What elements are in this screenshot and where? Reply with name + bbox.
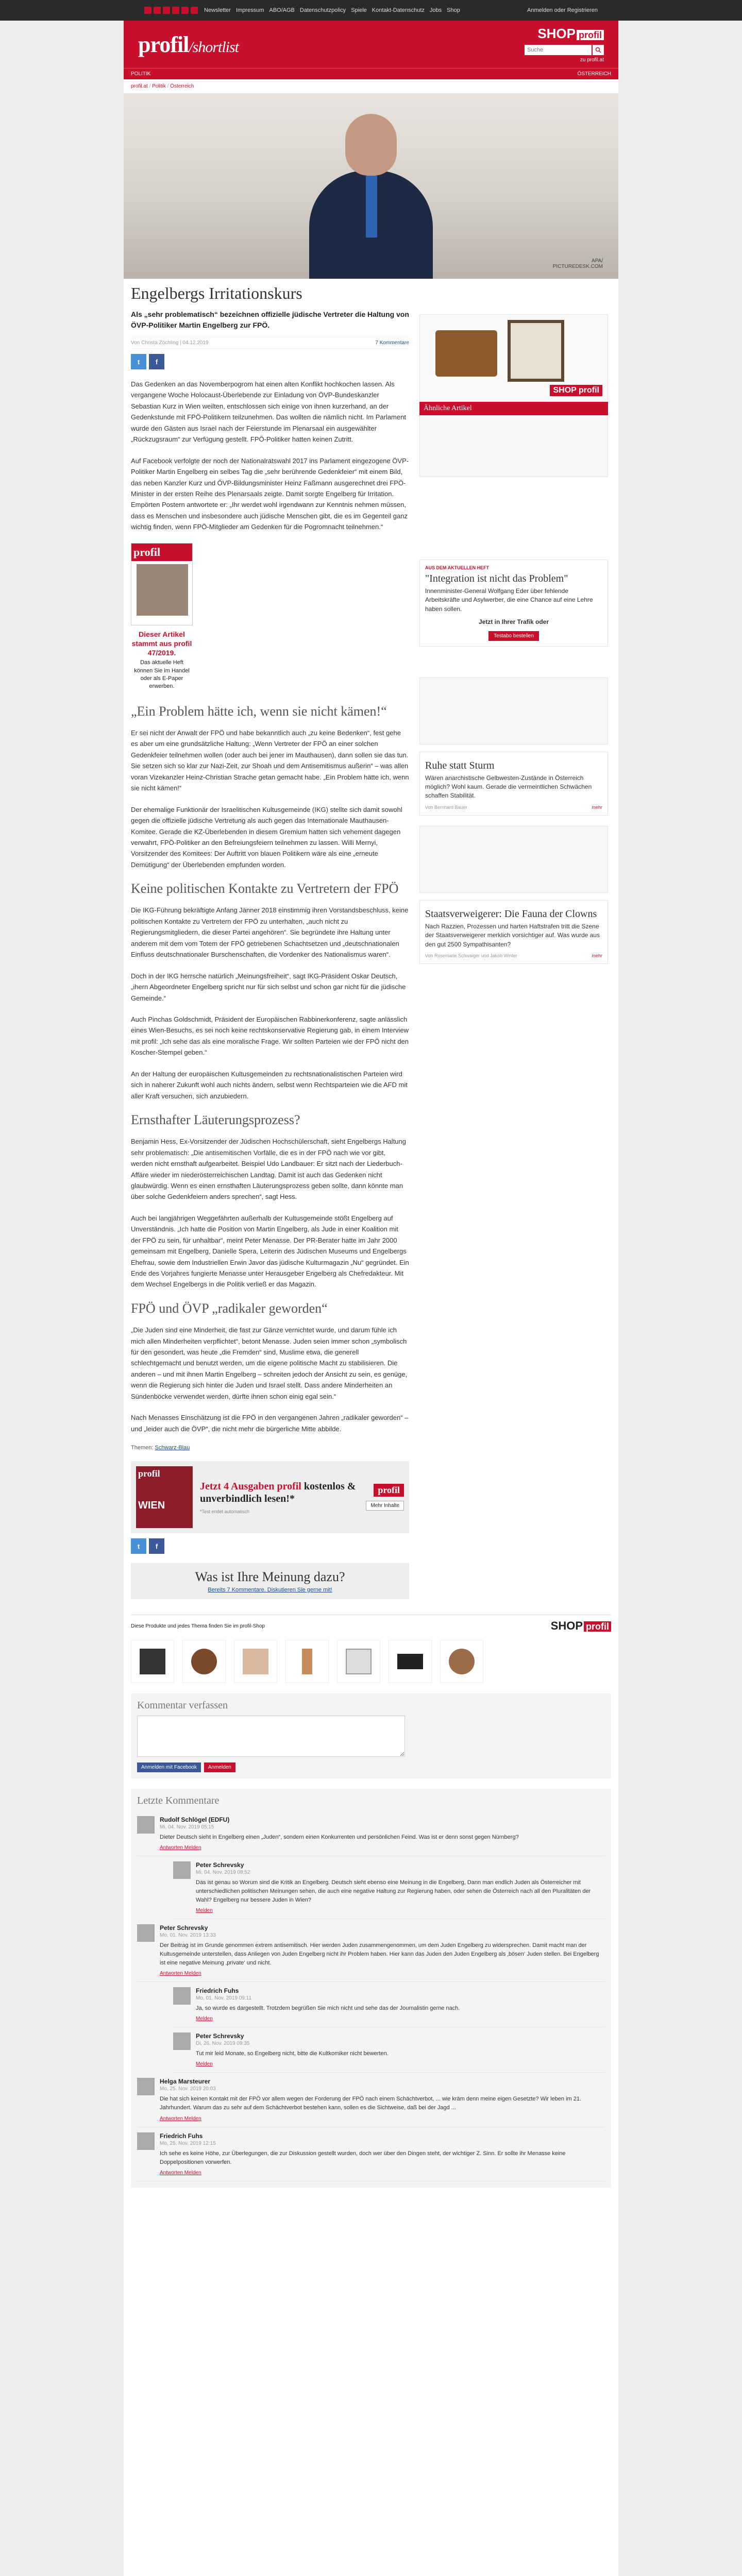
article-title: Engelbergs Irritationskurs xyxy=(131,284,302,302)
product-item[interactable] xyxy=(182,1640,226,1683)
login-link[interactable]: Anmelden oder Registrieren xyxy=(527,7,598,13)
comments-title: Letzte Kommentare xyxy=(137,1795,220,1806)
top-link-impressum[interactable]: Impressum xyxy=(235,7,264,13)
subheading: FPÖ und ÖVP „radikaler geworden“ xyxy=(131,1300,328,1316)
product-item[interactable] xyxy=(131,1640,174,1683)
related-articles-area xyxy=(419,415,608,477)
shop-strip-text: Diese Produkte und jedes Thema finden Sie im profil-Shop xyxy=(131,1623,265,1629)
top-links xyxy=(204,7,460,13)
paragraph: Das Gedenken an das Novemberpogrom hat einen alten Konflikt hochkochen lassen. Als vergangene Woche Holocaust-Überlebende zur Einladung von ÖVP-Bundeskanzler Sebastian Kurz in Wien weilten, entschlossen sich einige von ihnen kurzerhand, an der Gedenkstunde mit FPÖ-Politikern teilzunehmen. Das wollten die nämlich nicht. Im Parlament wurde den Gästen aus Israel nach der Feierstunde im Plenarsaal ein ausgewählter „Rückzugsraum“ zur Verfügung gestellt. FPÖ-Politiker hatten keinen Zutritt. xyxy=(131,380,406,444)
article-lead: Als „sehr problematisch“ bezeichnen offizielle jüdische Vertreter die Haltung von ÖVP-Politiker Martin Engelberg zur FPÖ. xyxy=(131,310,409,329)
avatar xyxy=(137,2078,155,2095)
paragraph: Benjamin Hess, Ex-Vorsitzender der Jüdischen Hochschülerschaft, sieht Engelbergs Haltung sehr problematisch: „Die antisemitischen Vorfälle, die es in der FPÖ nach wie vor gibt, werden nicht ernsthaft aufgearbeitet. Beispiel Udo Landbauer: Er sitzt nach der Liederbuch-Affäre wieder im niederösterreichischen Landtag. Damit ist auch das Gedenken nicht glaubwürdig. Wenn es einen ernsthaften Läuterungsprozess geben sollte, dann könnte man über solche Gedenkfeiern anders sprechen“, sagt Hess. xyxy=(131,1138,406,1201)
opinion-comments-link[interactable]: Bereits 7 Kommentare. Diskutieren Sie gerne mit! xyxy=(208,1587,332,1593)
image-credit: APA/ PICTUREDESK.COM xyxy=(552,258,603,269)
paragraph: Auch Pinchas Goldschmidt, Präsident der Europäischen Rabbinerkonferenz, sagte anlässlich eines Wien-Besuchs, es sei noch keine rechtskonservative Regierung gab, in einem Interview mit profil: „Ich sehe das als eine moralische Frage. Wir sollten Parteien wie der FPÖ nicht den Koscher-Stempel geben.“ xyxy=(131,1015,409,1057)
site-header xyxy=(124,21,618,68)
shop-url[interactable]: zu profil.at xyxy=(580,57,604,63)
youtube-icon[interactable] xyxy=(172,7,179,14)
author-date: Von Christa Zöchling | 04.12.2019 xyxy=(131,340,209,346)
sidebar-ad-slot xyxy=(419,826,608,893)
breadcrumb-item[interactable]: profil.at xyxy=(131,83,148,89)
paragraph: Nach Menasses Einschätzung ist die FPÖ in den vergangenen Jahren „radikaler geworden“ – und „leider auch die ÖVP“, die nicht mehr die bürgerliche Mitte abbilde. xyxy=(131,1414,409,1433)
sidebar-title: Staatsverweigerer: Die Fauna der Clowns xyxy=(425,908,597,920)
paragraph: Auf Facebook verfolgte der noch der Nationalratswahl 2017 ins Parlament eingezogene ÖVP-Politiker Martin Engelberg ein selbes Tag die „sehr berührende Gedenkfeier“ mit einem Bild, das neben Kanzler Kurz und ÖVP-Bildungsminister Heinz Faßmann ausgerechnet drei FPÖ-Minister in der ersten Reihe des Plenarsaals zeigte. Damit sorgte Engelberg für Irritation. Empörten Postern antwortete er: „Ihr werdet wohl irgendwann zur Kenntnis nehmen müssen, dass es Menschen und insbesondere auch jüdische Menschen gibt, die es im Gegenteil ganz wichtig finden, wenn FPÖ-Mitglieder am Gedenken für die Pogromnacht teilnehmen.“ xyxy=(131,456,409,531)
top-link-datenschutz[interactable]: Datenschutzpolicy xyxy=(299,7,346,13)
comment-date: Mi, 04. Nov. 2019 05:15 xyxy=(160,1824,214,1830)
product-item[interactable] xyxy=(285,1640,329,1683)
paragraph: Doch in der IKG herrsche natürlich „Meinungsfreiheit“, sagt IKG-Präsident Oskar Deutsch, „ihern Abgeordneter Engelberg spricht nur für sich selbst und schon gar nicht für die jüdische Gemeinde.“ xyxy=(131,972,406,1002)
top-link-abo[interactable]: ABO/AGB xyxy=(269,7,295,13)
comment-text: Tut mir leid Monate, so Engelberg nicht, bitte die Kultkomiker nicht bewerten. xyxy=(196,2050,389,2057)
share-buttons xyxy=(131,354,409,369)
twitter-share-icon[interactable]: t xyxy=(131,1538,146,1554)
print-title: Dieser Artikel stammt aus profil 47/2019. xyxy=(131,630,192,657)
comment-text: Ich sehe es keine Höhe, zur Überlegungen, die zur Diskussion gestellt wurden, doch wer über den Dingen steht, der wichtiger Z. Sinn. Er sollte ihr Menasse keine Doppelpositionen vorwerfen. xyxy=(160,2150,566,2165)
sidebar-title: "Integration ist nicht das Problem" xyxy=(425,573,568,584)
sidebar-more-link[interactable]: mehr xyxy=(592,953,602,958)
sidebar-sub: Jetzt in Ihrer Trafik oder xyxy=(478,618,549,626)
top-link-spiele[interactable]: Spiele xyxy=(351,7,367,13)
section-nav xyxy=(124,68,618,79)
topic-link[interactable]: Schwarz-Blau xyxy=(155,1445,190,1451)
shop-logo[interactable] xyxy=(525,26,604,42)
comment-author[interactable]: Friedrich Fuhs xyxy=(160,2132,203,2140)
opinion-question: Was ist Ihre Meinung dazu? xyxy=(195,1569,345,1584)
paragraph: Die IKG-Führung bekräftigte Anfang Jänner 2018 einstimmig ihren Vorstandsbeschluss, keine politischen Kontakte zu Vertretern der FPÖ zu unterhalten, „auch nicht zu Regierungsmitgliedern, die dieser Partei angehören“. Sie begründete ihre Haltung unter anderem mit dem vom Totem der FPÖ getriebenen Schachtsetzen und „deutschnationalen Einfluss deutschnationaler Burschenschaften, die Vordenker des Nationalismus waren“. xyxy=(131,906,409,959)
search-bar xyxy=(525,45,604,55)
kicker: AUS DEM AKTUELLEN HEFT xyxy=(425,565,490,570)
facebook-share-icon[interactable]: f xyxy=(149,354,164,369)
product-list xyxy=(131,1640,611,1683)
sidebar-author: Von Rosemarie Schwaiger und Jakob Winter xyxy=(425,953,517,958)
abo-small: *Test endet automatisch xyxy=(200,1509,250,1514)
comment-actions[interactable]: Melden xyxy=(196,2016,213,2022)
paragraph: An der Haltung der europäischen Kultusgemeinden zu rechtsnationalistischen Parteien wird sich in naherer Zukunft wohl auch nichts ändern, selbst wenn Rechtsparteien wie die AFD mit aller Kraft versuchen, sich anzubiedern. xyxy=(131,1070,408,1100)
sidebar-ad-slot xyxy=(419,677,608,744)
sidebar-title: Ruhe statt Sturm xyxy=(425,759,495,771)
comment-form xyxy=(131,1693,611,1778)
comment-date: Mo, 01. Nov. 2019 13:33 xyxy=(160,1933,216,1939)
comment-actions[interactable]: Antworten Melden xyxy=(160,1971,201,1977)
shop-ad[interactable] xyxy=(419,314,608,402)
search-icon[interactable] xyxy=(593,45,604,55)
comment-text: Das ist genau so Worum sind die Kritik an Engelberg. Deutsch sieht ebenso eine Meinung in die Engelberg, Dann man endlich Juden als Österreicher mit unterschiedlichen politischen Meinungen sehen, die auch eine negative Haltung zur Regierung haben, oder sehen die Österreich nach all den Pluralitäten der Wahl? Engelberg nur bessere Juden in Wien? xyxy=(196,1879,591,1904)
top-link-newsletter[interactable]: Newsletter xyxy=(204,7,231,13)
sidebar-text: Nach Razzien, Prozessen und harten Haftstrafen tritt die Szene der Staatsverweigerer merklich vorsichtiger auf. Was wurde aus den gut 2500 Sympathisanten? xyxy=(425,922,600,948)
product-item[interactable] xyxy=(337,1640,380,1683)
comment-author[interactable]: Peter Schrevsky xyxy=(196,2032,244,2040)
nav-oesterreich[interactable]: ÖSTERREICH xyxy=(577,71,611,77)
nav-politik[interactable]: POLITIK xyxy=(131,71,151,77)
comment-text: Der Beitrag ist im Grunde genommen extrem antisemitisch. Hier werden Juden zusammengenommen, um dem Juden Engelberg zu widersprechen. Damit macht man der Kultusgemeinde unterstellen, dass Anliegen von Juden Engelberg nicht ihr Problem haben. Hier kann das Juden den Juden Engelberg als ‚bösen‘ Juden stellen. Bei Engelberg ist eine negative Meinung ‚private‘ und nicht. xyxy=(160,1942,599,1967)
top-link-jobs[interactable]: Jobs xyxy=(429,7,442,13)
comment xyxy=(137,2127,605,2181)
sidebar-current-issue[interactable] xyxy=(419,560,608,647)
comment-actions[interactable]: Antworten Melden xyxy=(160,1845,201,1851)
breadcrumb-item[interactable]: Politik xyxy=(152,83,166,89)
bag-image xyxy=(435,330,497,377)
site-logo[interactable] xyxy=(138,31,239,58)
topics xyxy=(131,1445,409,1451)
product-item[interactable] xyxy=(440,1640,483,1683)
hero-person xyxy=(309,114,433,279)
comment-actions[interactable]: Antworten Melden xyxy=(160,2170,201,2176)
breadcrumb: profil.at / Politik / Österreich xyxy=(124,79,618,93)
paragraph: Auch bei langjährigen Weggefährten außerhalb der Kultusgemeinde stößt Engelberg auf Unverständnis. „Ich hatte die Position von Martin Engelberg, als Jude in einer Koalition mit der FPÖ zu sein, für unhaltbar“, meint Peter Menasse. Der PR-Berater hatte im Jahr 2000 gemeinsam mit Engelberg, Danielle Spera, Leiterin des Jüdischen Museums und Engelbergs Ehefrau, sowie dem Industriellen Erwin Javor das jüdische Kulturmagazin „Nu“ gegründet. Ein Ende des Vorjahres fungierte Menasse unter Herausgeber Engelberg als Chefredakteur. Mit dem Wechsel Engelbergs in die Politik verließ er das Magazin. xyxy=(131,1214,409,1289)
sidebar-author: Von Bernhard Bauer xyxy=(425,804,467,810)
shop-strip xyxy=(131,1615,611,1683)
article-body xyxy=(131,303,409,1599)
comment-date: Mo, 01. Nov. 2019 09:11 xyxy=(196,1995,252,2002)
comment-date: Mo, 25. Nov. 2019 12:15 xyxy=(160,2140,216,2146)
product-item[interactable] xyxy=(389,1640,432,1683)
breadcrumb-item[interactable]: Österreich xyxy=(170,83,194,89)
comment-date: Di, 26. Nov. 2019 09:35 xyxy=(196,2041,250,2047)
comment-author[interactable]: Peter Schrevsky xyxy=(160,1924,208,1932)
top-link-kontakt[interactable]: Kontakt-Datenschutz xyxy=(372,7,425,13)
shop-ad-logo: SHOP profil xyxy=(550,385,602,396)
comment-reply xyxy=(173,2027,605,2073)
comment-date: Mo, 25. Nov. 2019 20:03 xyxy=(160,2086,216,2092)
sidebar-article[interactable] xyxy=(419,900,608,964)
comment-textarea[interactable] xyxy=(137,1716,405,1757)
comment-actions[interactable]: Melden xyxy=(196,1908,213,1914)
twitter-share-icon[interactable]: t xyxy=(131,354,146,369)
article-meta xyxy=(131,337,409,349)
product-item[interactable] xyxy=(234,1640,277,1683)
abo-title: Jetzt 4 Ausgaben profil kostenlos & unverbindlich lesen!* xyxy=(200,1481,356,1504)
abo-logo: profil xyxy=(374,1484,404,1497)
subheading: Ernsthafter Läuterungsprozess? xyxy=(131,1112,300,1127)
hero-image xyxy=(124,93,618,279)
comment-author[interactable]: Friedrich Fuhs xyxy=(196,1987,239,1995)
share-buttons-bottom xyxy=(131,1538,409,1554)
comment-reply xyxy=(173,1982,605,2027)
sidebar-text: Wären anarchistische Gelbwesten-Zustände in Österreich möglich? Wohl kaum. Gerade die vermeintlichen Schwächen schaffen Stabilität. xyxy=(425,774,592,800)
abo-more-button[interactable]: Mehr Inhalte xyxy=(366,1501,404,1511)
top-bar xyxy=(0,0,742,21)
abo-cover: profil WIEN xyxy=(136,1466,193,1528)
print-text: Das aktuelle Heft können Sie im Handel oder als E-Paper erwerben. xyxy=(134,659,190,690)
comment-actions[interactable]: Melden xyxy=(196,2061,213,2067)
rss-icon[interactable] xyxy=(181,7,189,14)
subheading: Keine politischen Kontakte zu Vertretern der FPÖ xyxy=(131,881,399,896)
social-icons xyxy=(144,7,198,14)
comment-reply xyxy=(173,1856,605,1919)
shop-label: SHOP xyxy=(537,26,576,41)
comment-text: Die hat sich keinen Kontakt mit der FPÖ vor allem wegen der Forderung der FPÖ nach einem Schächtverbot, ... wie kräm denn meine eigen Gesetzte? Wir leben im 21. Jahrhundert. Warum das zu sehr auf dem Schächtverbot bestehen kann, sollen es die Sichtweise, daß bei der Jagd ... xyxy=(160,2096,582,2111)
avatar xyxy=(173,2032,191,2050)
avatar xyxy=(173,1987,191,2005)
comment-text: Dieter Deutsch sieht in Engelberg einen „Juden“, sondern einen Konkurrenten und persönlichen Feind. Was ist er denn sonst gegen Nürnberg? xyxy=(160,1834,519,1840)
sidebar-article[interactable] xyxy=(419,752,608,816)
subheading: „Ein Problem hätte ich, wenn sie nicht kämen!“ xyxy=(131,703,387,719)
comment xyxy=(137,1919,605,1982)
sidebar-text: Innenminister-General Wolfgang Eder über fehlende Arbeitskräfte und Asylwerber, die eine Chance auf eine Lehre haben sollen. xyxy=(425,587,593,613)
facebook-login-button[interactable]: Anmelden mit Facebook xyxy=(137,1762,201,1772)
comment-actions[interactable]: Antworten Melden xyxy=(160,2115,201,2122)
top-link-shop[interactable]: Shop xyxy=(447,7,460,13)
shop-box xyxy=(525,26,604,63)
comment xyxy=(137,2073,605,2127)
logo-suffix: /shortlist xyxy=(189,38,239,56)
abo-teaser[interactable] xyxy=(131,1461,409,1533)
comment-author[interactable]: Peter Schrevsky xyxy=(196,1861,244,1869)
search-input[interactable] xyxy=(525,45,592,55)
avatar xyxy=(137,1816,155,1834)
login-button[interactable]: Anmelden xyxy=(204,1762,235,1772)
twitter-icon[interactable] xyxy=(154,7,161,14)
avatar xyxy=(137,2132,155,2150)
logo-text: profil xyxy=(138,31,189,57)
facebook-share-icon[interactable]: f xyxy=(149,1538,164,1554)
testabo-button[interactable]: Testabo bestellen xyxy=(488,631,539,641)
avatar xyxy=(173,1861,191,1879)
paragraph: Er sei nicht der Anwalt der FPÖ und habe bekanntlich auch „zu keine Bedenken“, fest gehe es aber um eine grundsätzliche Haltung: „Wenn Vertreter der FPÖ an einer solchen Gedenkfeier teilnehmen wollen (oder auch bei jener im Mauthausen), dann sollen sie das tun. Sie setzen sich so klar zur Nazi-Zeit, zur Shoah und dem Antisemitismus außerin“ – was allen voran Vizekanzler Heinz-Christian Strache getan gemacht habe. „Ein Problem hätte ich, wenn sie nicht kämen!“ xyxy=(131,729,409,792)
comment-form-title: Kommentar verfassen xyxy=(137,1700,228,1711)
shop-brand: profil xyxy=(577,30,604,40)
sidebar xyxy=(419,314,608,1599)
comment-text: Ja, so wurde es dargestellt. Trotzdem begrüßen Sie mich nicht und sehe das der Journalistin gerne nach. xyxy=(196,2005,460,2012)
shop-strip-logo[interactable]: SHOP profil xyxy=(551,1619,611,1633)
sidebar-more-link[interactable]: mehr xyxy=(592,804,602,810)
comment-author[interactable]: Rudolf Schlögel (EDFU) xyxy=(160,1816,230,1823)
mail-icon[interactable] xyxy=(191,7,198,14)
facebook-icon[interactable] xyxy=(144,7,151,14)
instagram-icon[interactable] xyxy=(163,7,170,14)
comment-date: Mi, 04. Nov. 2019 08:52 xyxy=(196,1870,250,1876)
related-articles-heading: Ähnliche Artikel xyxy=(419,402,608,415)
paragraph: Der ehemalige Funktionär der Israelitischen Kultusgemeinde (IKG) stellte sich damit sowohl gegen die offizielle jüdische Vertretung als auch gegen das Internationale Mauthausen-Komitee. Gerade die KZ-Überlebenden in diesem Gremium hatten sich vehement dagegen verwahrt, FPÖ-Politiker an den Befreiungsfeiern teilnehmen zu lassen. Willi Mernyi, Vorsitzender des Komitees: Der Auftritt von blauen Politikern wäre als eine „erneute Demütigung“ der Überlebenden empfunden worden. xyxy=(131,805,402,869)
page-wrapper xyxy=(124,21,618,2576)
comment-author[interactable]: Helga Marsteurer xyxy=(160,2078,211,2086)
comments-count[interactable]: 7 Kommentare xyxy=(375,340,409,346)
print-issue-box[interactable] xyxy=(131,543,193,691)
frame-image xyxy=(508,320,564,382)
comment xyxy=(137,1811,605,1856)
comments-section xyxy=(131,1789,611,2188)
topics-label: Themen: xyxy=(131,1445,154,1451)
avatar xyxy=(137,1924,155,1942)
magazine-cover: profil xyxy=(131,543,193,625)
paragraph: „Die Juden sind eine Minderheit, die fast zur Gänze vernichtet wurde, und darum fühle ich mich allen Minderheiten verpflichtet“, betont Menasse. Juden seien immer schon „symbolisch für den gesondert, was heute „die Fremden“ sind, Muslime etwa, die generell schlechtgemacht und benutzt werden, um die eigene politische Macht zu stabilisieren. Die anderen – und mit ihnen Martin Engelberg – schreiten jedoch der Ansicht zu sein, es genüge, wenn die Regierung sich hinter die Juden und Israel stellt. Dass andere Minderheiten an Sündenböcke verwendet werden, dürfte ihnen schon einig egal sein.“ xyxy=(131,1326,408,1400)
opinion-box xyxy=(131,1563,409,1599)
